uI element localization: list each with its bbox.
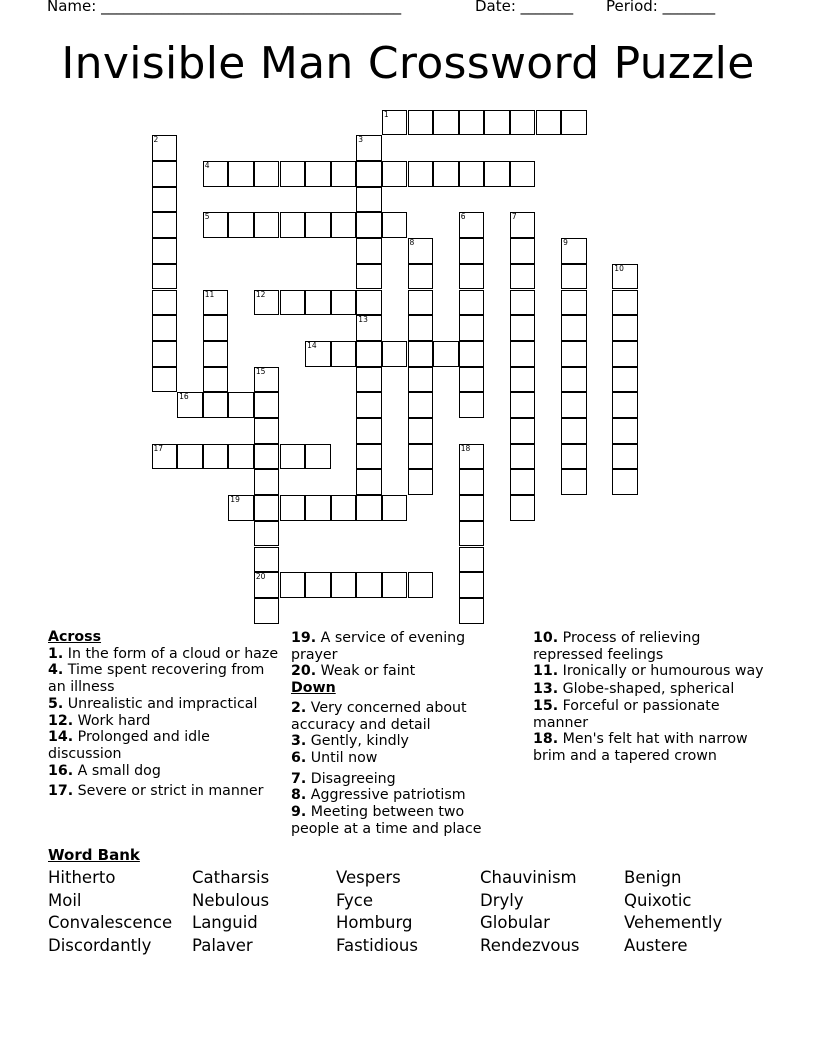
crossword-cell[interactable] bbox=[203, 290, 229, 316]
crossword-cell[interactable] bbox=[510, 161, 536, 187]
clue-text: Work hard bbox=[77, 712, 151, 729]
clue-text: Forceful or passionate manner bbox=[533, 697, 720, 731]
cell-number: 17 bbox=[153, 443, 164, 453]
crossword-cell[interactable] bbox=[280, 161, 306, 187]
cell-number: 18 bbox=[460, 443, 471, 453]
crossword-cell[interactable] bbox=[459, 598, 485, 624]
clue-text: Ironically or humourous way bbox=[562, 663, 764, 680]
crossword-cell[interactable] bbox=[356, 264, 382, 290]
clues-column-3 bbox=[533, 630, 765, 765]
crossword-cell[interactable] bbox=[356, 341, 382, 367]
crossword-cell[interactable] bbox=[561, 367, 587, 393]
clue-text: Aggressive patriotism bbox=[310, 787, 466, 804]
crossword-cell[interactable] bbox=[280, 495, 306, 521]
crossword-cell[interactable] bbox=[459, 367, 485, 393]
crossword-cell[interactable] bbox=[331, 161, 357, 187]
crossword-cell[interactable] bbox=[356, 187, 382, 213]
clue-down-7 bbox=[291, 771, 491, 788]
crossword-cell[interactable] bbox=[459, 392, 485, 418]
crossword-cell[interactable] bbox=[152, 264, 178, 290]
crossword-cell[interactable] bbox=[612, 341, 638, 367]
cell-number: 8 bbox=[409, 238, 415, 248]
word-bank-word: Dryly bbox=[480, 891, 524, 910]
crossword-cell[interactable] bbox=[510, 264, 536, 290]
clue-across-17 bbox=[48, 783, 280, 800]
word-bank-word: Palaver bbox=[192, 936, 253, 955]
crossword-cell[interactable] bbox=[305, 290, 331, 316]
crossword-cell[interactable] bbox=[228, 495, 254, 521]
clue-text: Time spent recovering from an illness bbox=[48, 662, 265, 696]
crossword-cell[interactable] bbox=[152, 161, 178, 187]
crossword-cell[interactable] bbox=[228, 212, 254, 238]
crossword-cell[interactable] bbox=[510, 392, 536, 418]
clue-text: Prolonged and idle discussion bbox=[48, 729, 210, 762]
crossword-cell[interactable] bbox=[356, 572, 382, 598]
word-bank-word: Fastidious bbox=[336, 936, 418, 955]
word-bank-word: Catharsis bbox=[192, 868, 270, 887]
crossword-cell[interactable] bbox=[356, 212, 382, 238]
crossword-cell[interactable] bbox=[433, 161, 459, 187]
clue-text: Disagreeing bbox=[310, 770, 396, 787]
crossword-cell[interactable] bbox=[510, 238, 536, 264]
crossword-cell[interactable] bbox=[459, 110, 485, 136]
clue-number: 5. bbox=[48, 695, 64, 712]
crossword-cell[interactable] bbox=[459, 290, 485, 316]
crossword-cell[interactable] bbox=[459, 469, 485, 495]
crossword-cell[interactable] bbox=[510, 418, 536, 444]
crossword-cell[interactable] bbox=[203, 367, 229, 393]
cell-number: 19 bbox=[230, 495, 240, 505]
crossword-cell[interactable] bbox=[356, 469, 382, 495]
clue-text: Severe or strict in manner bbox=[77, 783, 264, 800]
crossword-cell[interactable] bbox=[331, 495, 357, 521]
crossword-cell[interactable] bbox=[459, 495, 485, 521]
cell-number: 4 bbox=[204, 161, 210, 170]
clue-text: Until now bbox=[310, 749, 378, 766]
clue-number: 13. bbox=[533, 681, 559, 698]
crossword-cell[interactable] bbox=[254, 495, 280, 521]
cell-number: 2 bbox=[153, 135, 159, 145]
crossword-cell[interactable] bbox=[408, 290, 434, 316]
word-bank-word: Homburg bbox=[336, 913, 413, 932]
crossword-cell[interactable] bbox=[459, 264, 485, 290]
crossword-cell[interactable] bbox=[331, 290, 357, 316]
clue-number: 18. bbox=[533, 731, 559, 748]
crossword-cell[interactable] bbox=[459, 572, 485, 598]
crossword-cell[interactable] bbox=[203, 315, 229, 341]
cell-number: 12 bbox=[255, 289, 266, 299]
crossword-cell[interactable] bbox=[408, 341, 434, 367]
word-bank-word: Moil bbox=[48, 891, 82, 910]
crossword-cell[interactable] bbox=[484, 110, 510, 136]
word-bank-heading: Word Bank bbox=[48, 846, 140, 864]
crossword-cell[interactable] bbox=[254, 392, 280, 418]
crossword-cell[interactable] bbox=[152, 187, 178, 213]
crossword-cell[interactable] bbox=[459, 315, 485, 341]
date-field-label: Date: _______ bbox=[475, 0, 574, 15]
crossword-cell[interactable] bbox=[254, 547, 280, 573]
word-bank-word: Convalescence bbox=[48, 913, 173, 932]
clue-down-11 bbox=[533, 663, 765, 680]
cell-number: 15 bbox=[255, 366, 266, 376]
clue-number: 4. bbox=[48, 662, 64, 679]
clue-number: 19. bbox=[291, 630, 317, 646]
clue-number: 15. bbox=[533, 697, 559, 714]
crossword-cell[interactable] bbox=[612, 315, 638, 341]
crossword-cell[interactable] bbox=[612, 367, 638, 393]
crossword-cell[interactable] bbox=[408, 418, 434, 444]
cell-number: 9 bbox=[563, 238, 568, 248]
crossword-cell[interactable] bbox=[612, 290, 638, 316]
word-bank-word: Languid bbox=[192, 913, 258, 932]
word-bank-word: Benign bbox=[624, 868, 682, 887]
clue-number: 14. bbox=[48, 729, 74, 746]
word-bank-word: Discordantly bbox=[48, 936, 152, 955]
crossword-cell[interactable] bbox=[561, 444, 587, 470]
crossword-cell[interactable] bbox=[484, 161, 510, 187]
clue-text: A small dog bbox=[77, 762, 161, 779]
crossword-cell[interactable] bbox=[228, 444, 254, 470]
crossword-cell[interactable] bbox=[459, 547, 485, 573]
crossword-cell[interactable] bbox=[280, 290, 306, 316]
word-bank-word: Nebulous bbox=[192, 891, 270, 910]
word-bank-word: Globular bbox=[480, 913, 550, 932]
crossword-cell[interactable] bbox=[433, 341, 459, 367]
cell-number: 11 bbox=[204, 289, 215, 299]
clue-across-12 bbox=[48, 713, 280, 730]
clue-number: 20. bbox=[291, 663, 317, 680]
crossword-cell[interactable] bbox=[152, 367, 178, 393]
crossword-cell[interactable] bbox=[561, 290, 587, 316]
crossword-cell[interactable] bbox=[152, 135, 178, 161]
crossword-cell[interactable] bbox=[254, 572, 280, 598]
crossword-cell[interactable] bbox=[305, 341, 331, 367]
crossword-cell[interactable] bbox=[510, 315, 536, 341]
crossword-cell[interactable] bbox=[177, 444, 203, 470]
crossword-cell[interactable] bbox=[254, 598, 280, 624]
clue-down-13 bbox=[533, 681, 765, 698]
clue-down-10 bbox=[533, 630, 765, 663]
clue-text: Very concerned about accuracy and detail bbox=[291, 699, 467, 733]
down-heading: Down bbox=[291, 680, 336, 697]
crossword-cell[interactable] bbox=[408, 444, 434, 470]
clue-text: Men's felt hat with narrow brim and a tapered crown bbox=[533, 731, 748, 764]
clue-across-1 bbox=[48, 646, 280, 663]
crossword-cell[interactable] bbox=[408, 367, 434, 393]
crossword-cell[interactable] bbox=[408, 264, 434, 290]
crossword-cell[interactable] bbox=[561, 110, 587, 136]
clue-text: Meeting between two people at a time and place bbox=[291, 804, 482, 837]
word-bank-word: Quixotic bbox=[624, 891, 692, 910]
crossword-cell[interactable] bbox=[510, 212, 536, 238]
clue-number: 17. bbox=[48, 783, 74, 800]
crossword-cell[interactable] bbox=[408, 315, 434, 341]
period-field-label: Period: _______ bbox=[606, 0, 716, 15]
clues-column-2 bbox=[291, 630, 491, 837]
crossword-cell[interactable] bbox=[177, 392, 203, 418]
clue-across-4 bbox=[48, 662, 280, 695]
crossword-cell[interactable] bbox=[356, 161, 382, 187]
crossword-cell[interactable] bbox=[152, 315, 178, 341]
clue-number: 1. bbox=[48, 645, 64, 662]
clue-across-20 bbox=[291, 663, 491, 680]
cell-number: 7 bbox=[511, 212, 517, 222]
crossword-cell[interactable] bbox=[561, 238, 587, 264]
crossword-cell[interactable] bbox=[459, 521, 485, 547]
word-bank-word: Vehemently bbox=[624, 913, 723, 932]
crossword-cell[interactable] bbox=[356, 392, 382, 418]
clue-number: 3. bbox=[291, 733, 307, 750]
name-field-label: Name: ________________________________________ bbox=[47, 0, 402, 15]
crossword-cell[interactable] bbox=[280, 572, 306, 598]
crossword-cell[interactable] bbox=[356, 444, 382, 470]
crossword-cell[interactable] bbox=[356, 495, 382, 521]
crossword-cell[interactable] bbox=[152, 238, 178, 264]
clue-number: 2. bbox=[291, 699, 307, 716]
crossword-cell[interactable] bbox=[561, 392, 587, 418]
crossword-cell[interactable] bbox=[408, 392, 434, 418]
crossword-cell[interactable] bbox=[408, 238, 434, 264]
crossword-cell[interactable] bbox=[561, 341, 587, 367]
clue-text: Globe-shaped, spherical bbox=[562, 681, 735, 698]
crossword-cell[interactable] bbox=[459, 444, 485, 470]
crossword-cell[interactable] bbox=[356, 315, 382, 341]
crossword-cell[interactable] bbox=[561, 418, 587, 444]
crossword-cell[interactable] bbox=[459, 161, 485, 187]
clue-number: 16. bbox=[48, 762, 74, 779]
crossword-cell[interactable] bbox=[254, 161, 280, 187]
crossword-cell[interactable] bbox=[152, 341, 178, 367]
cell-number: 13 bbox=[358, 315, 368, 325]
word-bank-word: Chauvinism bbox=[480, 868, 577, 887]
crossword-cell[interactable] bbox=[152, 290, 178, 316]
crossword-cell[interactable] bbox=[203, 161, 229, 187]
crossword-cell[interactable] bbox=[561, 469, 587, 495]
clue-text: In the form of a cloud or haze bbox=[67, 645, 279, 662]
crossword-cell[interactable] bbox=[382, 572, 408, 598]
clue-number: 7. bbox=[291, 770, 307, 787]
crossword-cell[interactable] bbox=[459, 238, 485, 264]
crossword-cell[interactable] bbox=[612, 392, 638, 418]
clue-across-14 bbox=[48, 729, 280, 762]
crossword-cell[interactable] bbox=[254, 444, 280, 470]
crossword-cell[interactable] bbox=[561, 315, 587, 341]
crossword-cell[interactable] bbox=[510, 495, 536, 521]
crossword-cell[interactable] bbox=[612, 469, 638, 495]
crossword-cell[interactable] bbox=[510, 110, 536, 136]
crossword-cell[interactable] bbox=[408, 469, 434, 495]
crossword-cell[interactable] bbox=[254, 290, 280, 316]
cell-number: 14 bbox=[307, 340, 317, 350]
crossword-cell[interactable] bbox=[612, 264, 638, 290]
clue-text: Weak or faint bbox=[320, 663, 416, 680]
crossword-cell[interactable] bbox=[305, 495, 331, 521]
clue-down-9 bbox=[291, 804, 491, 837]
crossword-cell[interactable] bbox=[331, 212, 357, 238]
clue-number: 6. bbox=[291, 749, 307, 766]
crossword-cell[interactable] bbox=[459, 212, 485, 238]
cell-number: 16 bbox=[179, 392, 189, 402]
crossword-cell[interactable] bbox=[510, 290, 536, 316]
clue-down-8 bbox=[291, 787, 491, 804]
crossword-cell[interactable] bbox=[254, 212, 280, 238]
crossword-cell[interactable] bbox=[356, 418, 382, 444]
crossword-cell[interactable] bbox=[382, 161, 408, 187]
crossword-cell[interactable] bbox=[510, 469, 536, 495]
crossword-cell[interactable] bbox=[408, 110, 434, 136]
crossword-cell[interactable] bbox=[356, 135, 382, 161]
crossword-cell[interactable] bbox=[203, 212, 229, 238]
crossword-cell[interactable] bbox=[612, 444, 638, 470]
word-bank-word: Vespers bbox=[336, 868, 401, 887]
crossword-cell[interactable] bbox=[510, 367, 536, 393]
page-title: Invisible Man Crossword Puzzle bbox=[61, 38, 755, 89]
clue-number: 9. bbox=[291, 804, 307, 821]
clue-number: 12. bbox=[48, 712, 74, 729]
crossword-cell[interactable] bbox=[280, 212, 306, 238]
crossword-cell[interactable] bbox=[228, 161, 254, 187]
crossword-cell[interactable] bbox=[254, 521, 280, 547]
clue-across-5 bbox=[48, 696, 280, 713]
crossword-cell[interactable] bbox=[382, 341, 408, 367]
crossword-cell[interactable] bbox=[433, 110, 459, 136]
clue-number: 8. bbox=[291, 787, 307, 804]
crossword-cell[interactable] bbox=[152, 212, 178, 238]
crossword-cell[interactable] bbox=[305, 161, 331, 187]
crossword-cell[interactable] bbox=[561, 264, 587, 290]
crossword-cell[interactable] bbox=[331, 572, 357, 598]
crossword-cell[interactable] bbox=[536, 110, 562, 136]
clue-across-16 bbox=[48, 763, 280, 780]
cell-number: 3 bbox=[358, 135, 364, 145]
crossword-cell[interactable] bbox=[280, 444, 306, 470]
crossword-cell[interactable] bbox=[228, 392, 254, 418]
clue-down-3 bbox=[291, 733, 491, 750]
crossword-cell[interactable] bbox=[408, 572, 434, 598]
crossword-cell[interactable] bbox=[254, 469, 280, 495]
crossword-cell[interactable] bbox=[305, 572, 331, 598]
crossword-cell[interactable] bbox=[510, 444, 536, 470]
word-bank-word: Austere bbox=[624, 936, 688, 955]
clue-down-18 bbox=[533, 731, 765, 764]
crossword-cell[interactable] bbox=[305, 212, 331, 238]
crossword-cell[interactable] bbox=[254, 367, 280, 393]
cell-number: 6 bbox=[460, 212, 466, 222]
cell-number: 1 bbox=[383, 109, 389, 119]
crossword-cell[interactable] bbox=[382, 110, 408, 136]
crossword-cell[interactable] bbox=[510, 341, 536, 367]
crossword-cell[interactable] bbox=[356, 290, 382, 316]
crossword-cell[interactable] bbox=[203, 444, 229, 470]
clue-number: 11. bbox=[533, 663, 559, 680]
word-bank-word: Rendezvous bbox=[480, 936, 580, 955]
crossword-cell[interactable] bbox=[203, 341, 229, 367]
clue-text: Gently, kindly bbox=[310, 733, 409, 750]
cell-number: 5 bbox=[204, 212, 210, 222]
crossword-cell[interactable] bbox=[203, 392, 229, 418]
clue-number: 10. bbox=[533, 630, 559, 646]
crossword-cell[interactable] bbox=[382, 212, 408, 238]
clue-across-19 bbox=[291, 630, 491, 663]
across-heading: Across bbox=[48, 629, 102, 645]
clue-text: Process of relieving repressed feelings bbox=[533, 630, 701, 663]
crossword-cell[interactable] bbox=[152, 444, 178, 470]
clue-down-2 bbox=[291, 700, 491, 733]
crossword-cell[interactable] bbox=[305, 444, 331, 470]
clues-column-1 bbox=[48, 629, 280, 800]
crossword-cell[interactable] bbox=[331, 341, 357, 367]
word-bank-word: Fyce bbox=[336, 891, 373, 910]
cell-number: 20 bbox=[255, 572, 266, 582]
crossword-cell[interactable] bbox=[254, 418, 280, 444]
crossword-cell[interactable] bbox=[408, 161, 434, 187]
clue-down-15 bbox=[533, 698, 765, 731]
clue-text: A service of evening prayer bbox=[291, 630, 466, 663]
word-bank-word: Hitherto bbox=[48, 868, 116, 887]
cell-number: 10 bbox=[614, 263, 624, 273]
clue-down-6 bbox=[291, 750, 491, 767]
crossword-cell[interactable] bbox=[612, 418, 638, 444]
crossword-cell[interactable] bbox=[382, 495, 408, 521]
crossword-cell[interactable] bbox=[356, 367, 382, 393]
crossword-cell[interactable] bbox=[356, 238, 382, 264]
clue-text: Unrealistic and impractical bbox=[67, 695, 258, 712]
crossword-cell[interactable] bbox=[459, 341, 485, 367]
